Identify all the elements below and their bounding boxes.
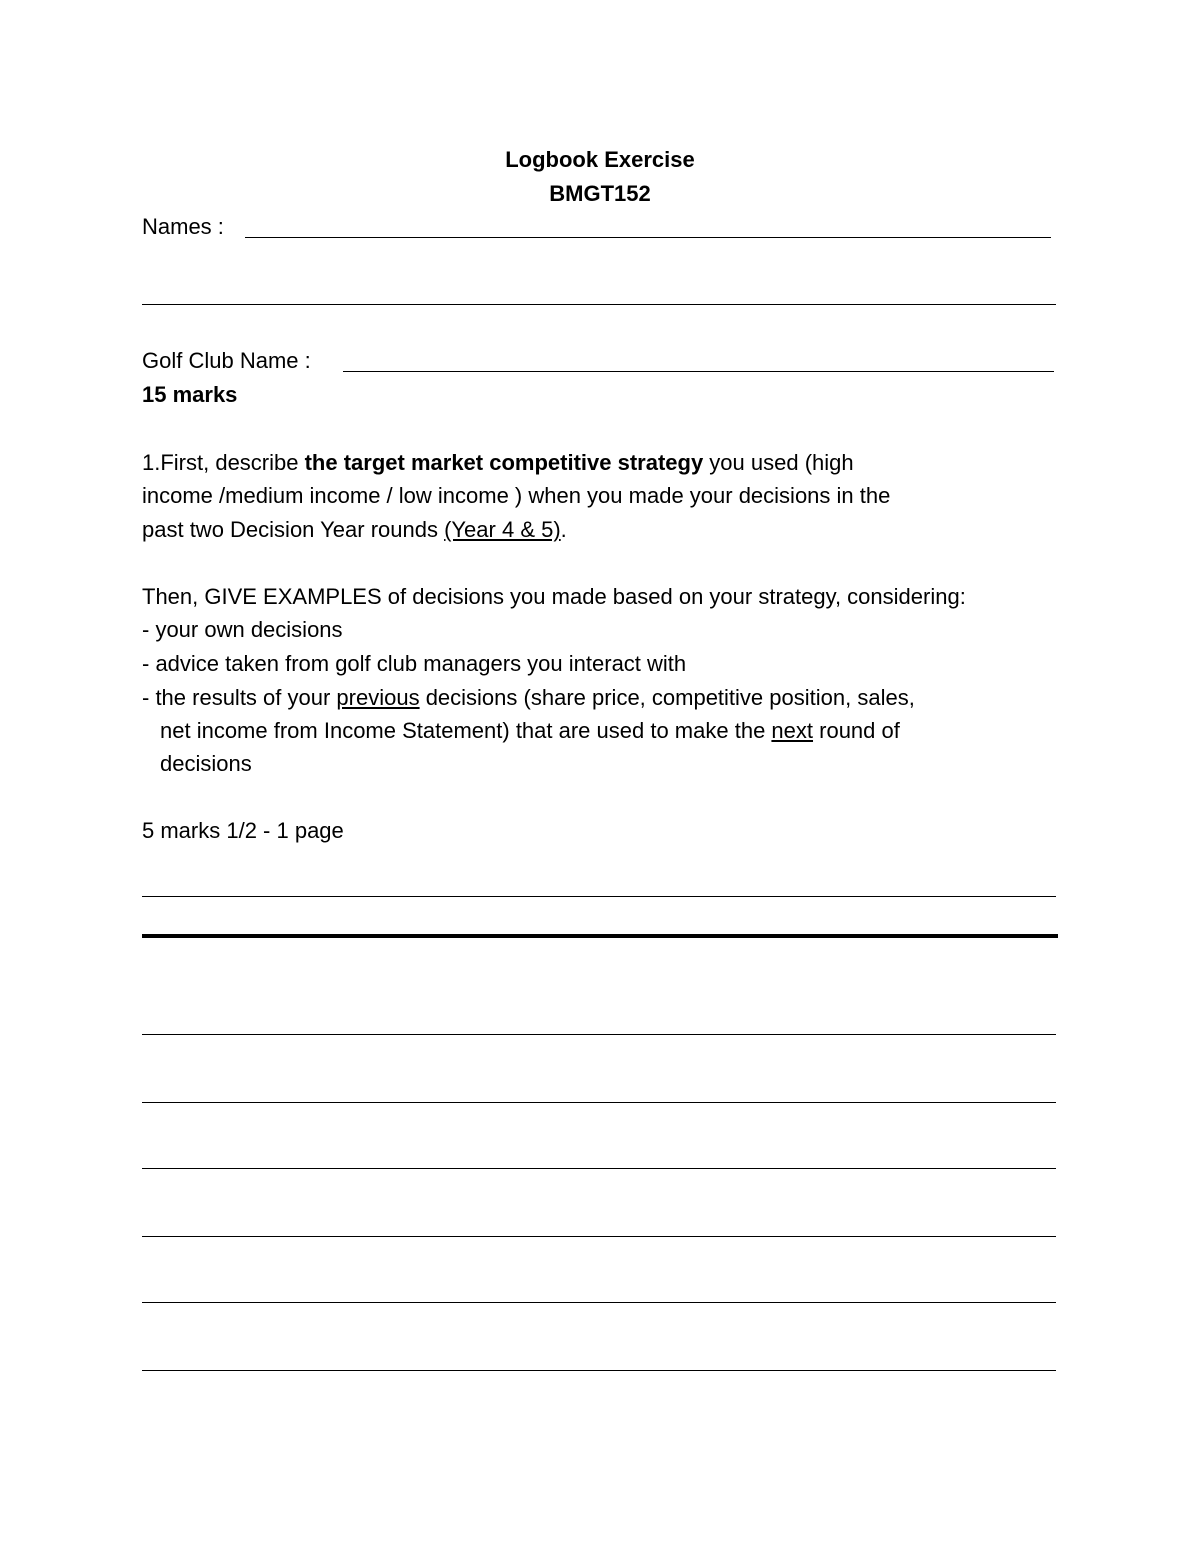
- question1-bullet-results: [142, 685, 915, 711]
- golf-club-name-answer-line[interactable]: [343, 371, 1054, 372]
- names-answer-line-2[interactable]: [142, 304, 1056, 305]
- question1-then-line: Then, GIVE EXAMPLES of decisions you made based on your strategy, considering:: [142, 584, 966, 609]
- question1-line3-prefix: past two Decision Year rounds: [142, 517, 445, 542]
- names-answer-line[interactable]: [245, 237, 1051, 238]
- names-label: Names :: [142, 214, 224, 239]
- answer-line[interactable]: [142, 896, 1056, 897]
- question1-bullet-results-line3: decisions: [160, 751, 252, 776]
- answer-line[interactable]: [142, 1302, 1056, 1303]
- answer-line[interactable]: [142, 1168, 1056, 1169]
- answer-line[interactable]: [142, 1370, 1056, 1371]
- question1-bullet3-line2-prefix: net income from Income Statement) that are used to make the: [160, 718, 772, 743]
- golf-club-name-label: Golf Club Name :: [142, 348, 311, 373]
- question1-line3: [142, 517, 567, 543]
- question1-strategy-emphasis: the target market competitive strategy: [304, 450, 704, 475]
- document-title: Logbook Exercise: [505, 147, 695, 172]
- question1-line2: income /medium income / low income ) when you made your decisions in the: [142, 483, 891, 508]
- question1-bullet3-prefix: - the results of your: [142, 685, 337, 710]
- question1-line1-prefix: 1.First, describe: [142, 450, 305, 475]
- question1-line3-suffix: .: [560, 517, 567, 542]
- question1-bullet3-line2-suffix: round of: [813, 718, 900, 743]
- answer-line[interactable]: [142, 1102, 1056, 1103]
- question1-previous-emphasis: previous: [336, 685, 420, 710]
- question1-bullet-results-line2: [160, 718, 900, 744]
- question1-line1-suffix: you used (high: [703, 450, 854, 475]
- question1-marks-note: 5 marks 1/2 - 1 page: [142, 818, 344, 843]
- question1-next-emphasis: next: [771, 718, 814, 743]
- question1-line1: [142, 450, 854, 476]
- course-code: BMGT152: [549, 181, 651, 206]
- answer-line-thick[interactable]: [142, 934, 1058, 938]
- question1-bullet-advice: - advice taken from golf club managers you interact with: [142, 651, 687, 676]
- total-marks: 15 marks: [142, 382, 238, 407]
- answer-line[interactable]: [142, 1236, 1056, 1237]
- question1-bullet-own-decisions: - your own decisions: [142, 617, 343, 642]
- answer-line[interactable]: [142, 1034, 1056, 1035]
- question1-bullet3-suffix: decisions (share price, competitive position, sales,: [419, 685, 915, 710]
- question1-years: (Year 4 & 5): [444, 517, 561, 542]
